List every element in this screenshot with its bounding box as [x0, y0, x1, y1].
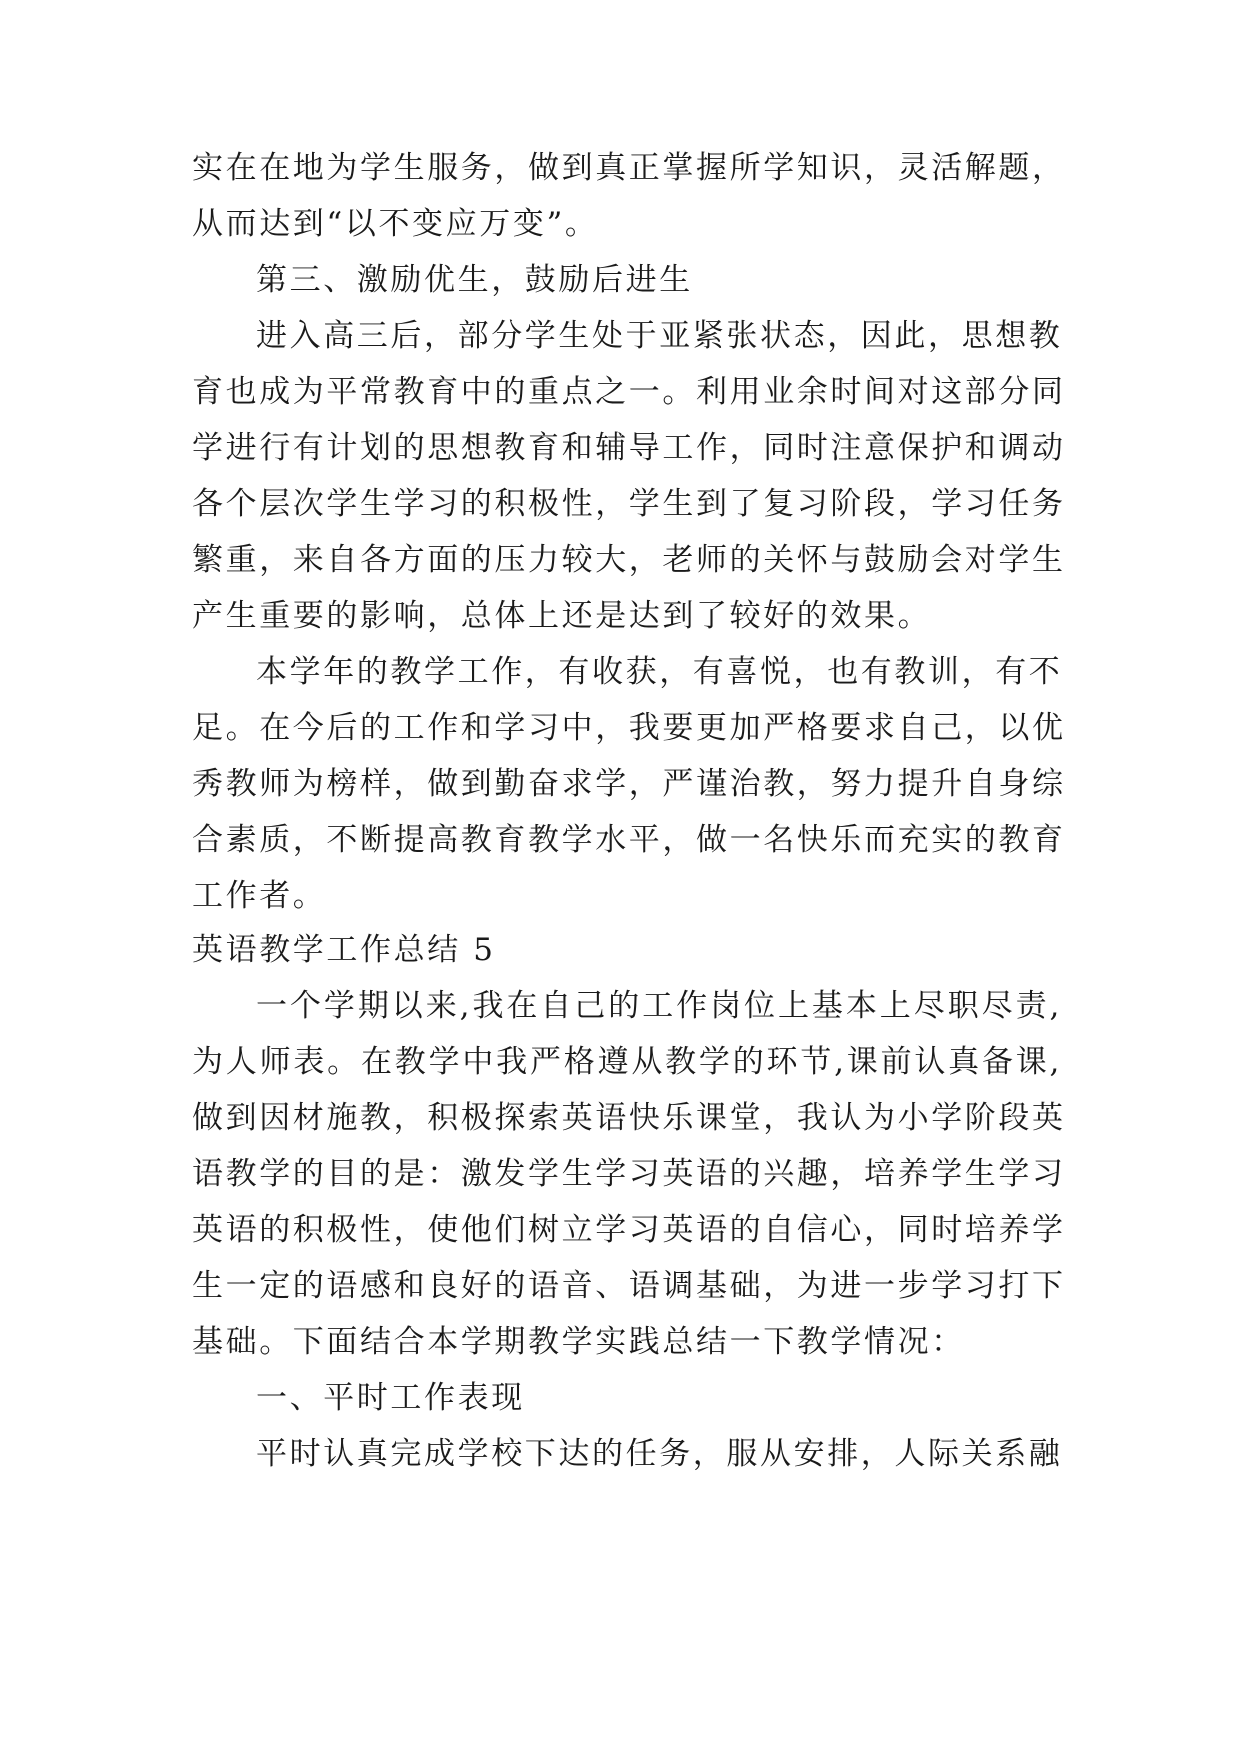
paragraph-line: 足。在今后的工作和学习中，我要更加严格要求自己，以优	[192, 710, 1066, 746]
paragraph-line: 实在在地为学生服务，做到真正掌握所学知识，灵活解题，	[192, 150, 1066, 186]
paragraph-line: 平时认真完成学校下达的任务，服从安排，人际关系融	[256, 1436, 1063, 1472]
paragraph-line: 基础。下面结合本学期教学实践总结一下教学情况：	[192, 1324, 965, 1360]
paragraph-line: 各个层次学生学习的积极性，学生到了复习阶段，学习任务	[192, 486, 1066, 522]
paragraph-line: 从而达到“以不变应万变”。	[192, 206, 599, 242]
paragraph-line: 一个学期以来,我在自己的工作岗位上基本上尽职尽责,	[256, 988, 1062, 1024]
document-title: 英语教学工作总结 5	[192, 932, 496, 968]
paragraph-line: 为人师表。在教学中我严格遵从教学的环节,课前认真备课,	[192, 1044, 1062, 1080]
paragraph-line: 本学年的教学工作，有收获，有喜悦，也有教训，有不	[256, 654, 1063, 690]
paragraph-line: 生一定的语感和良好的语音、语调基础，为进一步学习打下	[192, 1268, 1066, 1304]
paragraph-line: 繁重，来自各方面的压力较大，老师的关怀与鼓励会对学生	[192, 542, 1066, 578]
paragraph-line: 英语的积极性，使他们树立学习英语的自信心，同时培养学	[192, 1212, 1066, 1248]
paragraph-line: 合素质，不断提高教育教学水平，做一名快乐而充实的教育	[192, 822, 1066, 858]
paragraph-line: 育也成为平常教育中的重点之一。利用业余时间对这部分同	[192, 374, 1066, 410]
paragraph-line: 秀教师为榜样，做到勤奋求学，严谨治教，努力提升自身综	[192, 766, 1066, 802]
paragraph-line: 产生重要的影响，总体上还是达到了较好的效果。	[192, 598, 932, 634]
paragraph-line: 语教学的目的是：激发学生学习英语的兴趣，培养学生学习	[192, 1156, 1066, 1192]
paragraph-line: 学进行有计划的思想教育和辅导工作，同时注意保护和调动	[192, 430, 1066, 466]
paragraph-line: 工作者。	[192, 878, 327, 914]
section-heading: 一、平时工作表现	[256, 1380, 525, 1416]
section-heading: 第三、激励优生，鼓励后进生	[256, 262, 693, 298]
paragraph-line: 做到因材施教，积极探索英语快乐课堂，我认为小学阶段英	[192, 1100, 1066, 1136]
paragraph-line: 进入高三后，部分学生处于亚紧张状态，因此，思想教	[256, 318, 1063, 354]
